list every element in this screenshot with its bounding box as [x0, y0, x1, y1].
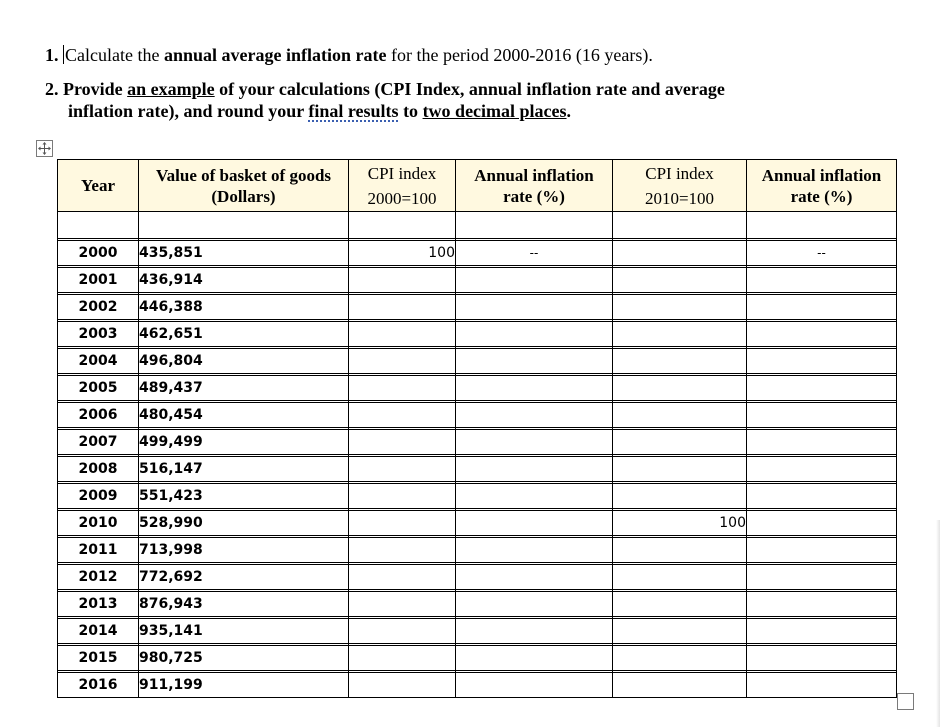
year-cell[interactable]: 2000	[58, 241, 139, 266]
inflation-table	[57, 159, 897, 698]
table-row	[58, 376, 897, 401]
move-arrows-icon[interactable]	[36, 140, 53, 157]
cpi-2000-cell[interactable]	[349, 349, 456, 374]
question-2-two-decimal-places: two decimal places	[422, 101, 567, 121]
cpi-2000-cell[interactable]: 100	[349, 241, 456, 266]
year-cell[interactable]: 2015	[58, 646, 139, 671]
text-cursor	[63, 45, 64, 64]
table-row	[58, 241, 897, 266]
blank-cell[interactable]	[349, 212, 456, 239]
annual-inflation-2-cell[interactable]: --	[747, 241, 897, 266]
blank-cell[interactable]	[139, 212, 349, 239]
cpi-2010-cell[interactable]	[613, 295, 747, 320]
annual-inflation-2-cell[interactable]	[747, 565, 897, 590]
table-header-row	[58, 160, 897, 212]
annual-inflation-1-cell[interactable]	[456, 484, 613, 509]
value-cell[interactable]: 446,388	[139, 295, 349, 320]
cpi-2000-cell[interactable]	[349, 430, 456, 455]
cpi-2000-cell[interactable]	[349, 268, 456, 293]
year-cell[interactable]: 2011	[58, 538, 139, 563]
annual-inflation-2-cell[interactable]	[747, 538, 897, 563]
question-2-number: 2.	[45, 79, 59, 99]
year-cell[interactable]: 2013	[58, 592, 139, 617]
table-body	[58, 212, 897, 698]
cpi-2010-cell[interactable]	[613, 457, 747, 482]
header-value-basket[interactable]: Value of basket of goods (Dollars)	[139, 160, 349, 212]
year-cell[interactable]: 2004	[58, 349, 139, 374]
table-row	[58, 457, 897, 482]
year-cell[interactable]: 2005	[58, 376, 139, 401]
annual-inflation-2-cell[interactable]	[747, 673, 897, 698]
annual-inflation-2-cell[interactable]	[747, 511, 897, 536]
annual-inflation-1-cell[interactable]	[456, 538, 613, 563]
annual-inflation-2-cell[interactable]	[747, 457, 897, 482]
year-cell[interactable]: 2016	[58, 673, 139, 698]
cpi-2000-cell[interactable]	[349, 511, 456, 536]
annual-inflation-1-cell[interactable]	[456, 457, 613, 482]
cpi-2010-cell[interactable]	[613, 376, 747, 401]
question-1-text-bold: annual average inflation rate	[163, 45, 387, 65]
table-row	[58, 592, 897, 617]
annual-inflation-1-cell[interactable]	[456, 322, 613, 347]
value-cell[interactable]: 772,692	[139, 565, 349, 590]
question-2	[45, 78, 725, 100]
table-row	[58, 349, 897, 374]
cpi-2010-cell[interactable]	[613, 565, 747, 590]
table-row	[58, 619, 897, 644]
header-year[interactable]: Year	[58, 160, 139, 212]
header-annual-inflation-1[interactable]: Annual inflation rate (%)	[456, 160, 613, 212]
year-cell[interactable]: 2007	[58, 430, 139, 455]
blank-cell[interactable]	[613, 212, 747, 239]
header-cpi-2010[interactable]: CPI index 2010=100	[613, 160, 747, 212]
annual-inflation-1-cell[interactable]	[456, 268, 613, 293]
annual-inflation-1-cell[interactable]	[456, 376, 613, 401]
table-row	[58, 538, 897, 563]
year-cell[interactable]: 2014	[58, 619, 139, 644]
value-cell[interactable]: 489,437	[139, 376, 349, 401]
table-row	[58, 511, 897, 536]
table-resize-icon[interactable]	[897, 693, 914, 710]
annual-inflation-1-cell[interactable]	[456, 646, 613, 671]
annual-inflation-2-cell[interactable]	[747, 592, 897, 617]
table-row	[58, 322, 897, 347]
question-2-line2-end: .	[566, 101, 572, 121]
table-row	[58, 484, 897, 509]
cpi-2000-cell[interactable]	[349, 565, 456, 590]
annual-inflation-2-cell[interactable]	[747, 268, 897, 293]
question-2-line2-b: to	[398, 101, 423, 121]
annual-inflation-1-cell[interactable]: --	[456, 241, 613, 266]
cpi-2000-cell[interactable]	[349, 673, 456, 698]
annual-inflation-2-cell[interactable]	[747, 295, 897, 320]
blank-cell[interactable]	[747, 212, 897, 239]
cpi-2010-cell[interactable]	[613, 646, 747, 671]
move-arrows-svg	[37, 141, 52, 156]
question-1-text-b: for the period 2000-2016 (16 years).	[386, 45, 653, 65]
cpi-2010-cell[interactable]	[613, 673, 747, 698]
annual-inflation-1-cell[interactable]	[456, 403, 613, 428]
value-cell[interactable]: 435,851	[139, 241, 349, 266]
value-cell[interactable]: 713,998	[139, 538, 349, 563]
annual-inflation-2-cell[interactable]	[747, 646, 897, 671]
cpi-2000-cell[interactable]	[349, 376, 456, 401]
cpi-2000-cell[interactable]	[349, 295, 456, 320]
annual-inflation-1-cell[interactable]	[456, 430, 613, 455]
question-2-line2-a: inflation rate), and round your	[68, 101, 309, 121]
cpi-2010-cell[interactable]	[613, 484, 747, 509]
question-1-text-a: Calculate the	[65, 45, 164, 65]
question-1	[45, 44, 653, 66]
blank-cell[interactable]	[456, 212, 613, 239]
annual-inflation-2-cell[interactable]	[747, 403, 897, 428]
header-annual-inflation-2[interactable]: Annual inflation rate (%)	[747, 160, 897, 212]
cpi-2000-cell[interactable]	[349, 592, 456, 617]
cpi-2010-cell[interactable]	[613, 322, 747, 347]
year-cell[interactable]: 2012	[58, 565, 139, 590]
year-cell[interactable]: 2010	[58, 511, 139, 536]
year-cell[interactable]: 2002	[58, 295, 139, 320]
annual-inflation-2-cell[interactable]	[747, 484, 897, 509]
table-row	[58, 565, 897, 590]
value-cell[interactable]: 551,423	[139, 484, 349, 509]
cpi-2010-cell[interactable]	[613, 538, 747, 563]
cpi-2010-cell[interactable]	[613, 403, 747, 428]
page-edge-shadow	[936, 520, 940, 727]
annual-inflation-2-cell[interactable]	[747, 430, 897, 455]
cpi-2010-cell[interactable]	[613, 349, 747, 374]
cpi-2000-cell[interactable]	[349, 457, 456, 482]
table-row	[58, 673, 897, 698]
year-cell[interactable]: 2003	[58, 322, 139, 347]
annual-inflation-1-cell[interactable]	[456, 511, 613, 536]
value-cell[interactable]: 980,725	[139, 646, 349, 671]
year-cell[interactable]: 2009	[58, 484, 139, 509]
table-row	[58, 646, 897, 671]
question-2-text-a: Provide	[63, 79, 128, 99]
cpi-2010-cell[interactable]	[613, 619, 747, 644]
header-cpi-2000[interactable]: CPI index 2000=100	[349, 160, 456, 212]
value-cell[interactable]: 528,990	[139, 511, 349, 536]
blank-cell[interactable]	[58, 212, 139, 239]
table-row	[58, 268, 897, 293]
annual-inflation-1-cell[interactable]	[456, 565, 613, 590]
table-row	[58, 430, 897, 455]
table-row	[58, 403, 897, 428]
annual-inflation-2-cell[interactable]	[747, 349, 897, 374]
cpi-2010-cell[interactable]	[613, 268, 747, 293]
question-2-line-2	[68, 100, 571, 122]
cpi-2010-cell[interactable]	[613, 241, 747, 266]
value-cell[interactable]: 911,199	[139, 673, 349, 698]
year-cell[interactable]: 2008	[58, 457, 139, 482]
cpi-2000-cell[interactable]	[349, 322, 456, 347]
question-2-underlined-example: an example	[127, 79, 215, 99]
value-cell[interactable]: 462,651	[139, 322, 349, 347]
blank-row	[58, 212, 897, 239]
cpi-2000-cell[interactable]	[349, 538, 456, 563]
cpi-2000-cell[interactable]	[349, 646, 456, 671]
cpi-2010-cell[interactable]	[613, 430, 747, 455]
value-cell[interactable]: 436,914	[139, 268, 349, 293]
value-cell[interactable]: 876,943	[139, 592, 349, 617]
table-row	[58, 295, 897, 320]
cpi-2000-cell[interactable]	[349, 484, 456, 509]
cpi-2010-cell[interactable]	[613, 592, 747, 617]
value-cell[interactable]: 496,804	[139, 349, 349, 374]
value-cell[interactable]: 480,454	[139, 403, 349, 428]
annual-inflation-1-cell[interactable]	[456, 673, 613, 698]
question-2-final-results: final results	[308, 101, 399, 121]
year-cell[interactable]: 2001	[58, 268, 139, 293]
value-cell[interactable]: 935,141	[139, 619, 349, 644]
question-1-number: 1.	[45, 45, 59, 65]
annual-inflation-2-cell[interactable]	[747, 376, 897, 401]
cpi-2000-cell[interactable]	[349, 619, 456, 644]
year-cell[interactable]: 2006	[58, 403, 139, 428]
annual-inflation-1-cell[interactable]	[456, 295, 613, 320]
annual-inflation-2-cell[interactable]	[747, 322, 897, 347]
annual-inflation-1-cell[interactable]	[456, 619, 613, 644]
annual-inflation-1-cell[interactable]	[456, 349, 613, 374]
cpi-2010-cell[interactable]: 100	[613, 511, 747, 536]
value-cell[interactable]: 516,147	[139, 457, 349, 482]
question-2-text-b: of your calculations (CPI Index, annual inflation rate and average	[214, 79, 725, 99]
annual-inflation-1-cell[interactable]	[456, 592, 613, 617]
annual-inflation-2-cell[interactable]	[747, 619, 897, 644]
cpi-2000-cell[interactable]	[349, 403, 456, 428]
value-cell[interactable]: 499,499	[139, 430, 349, 455]
